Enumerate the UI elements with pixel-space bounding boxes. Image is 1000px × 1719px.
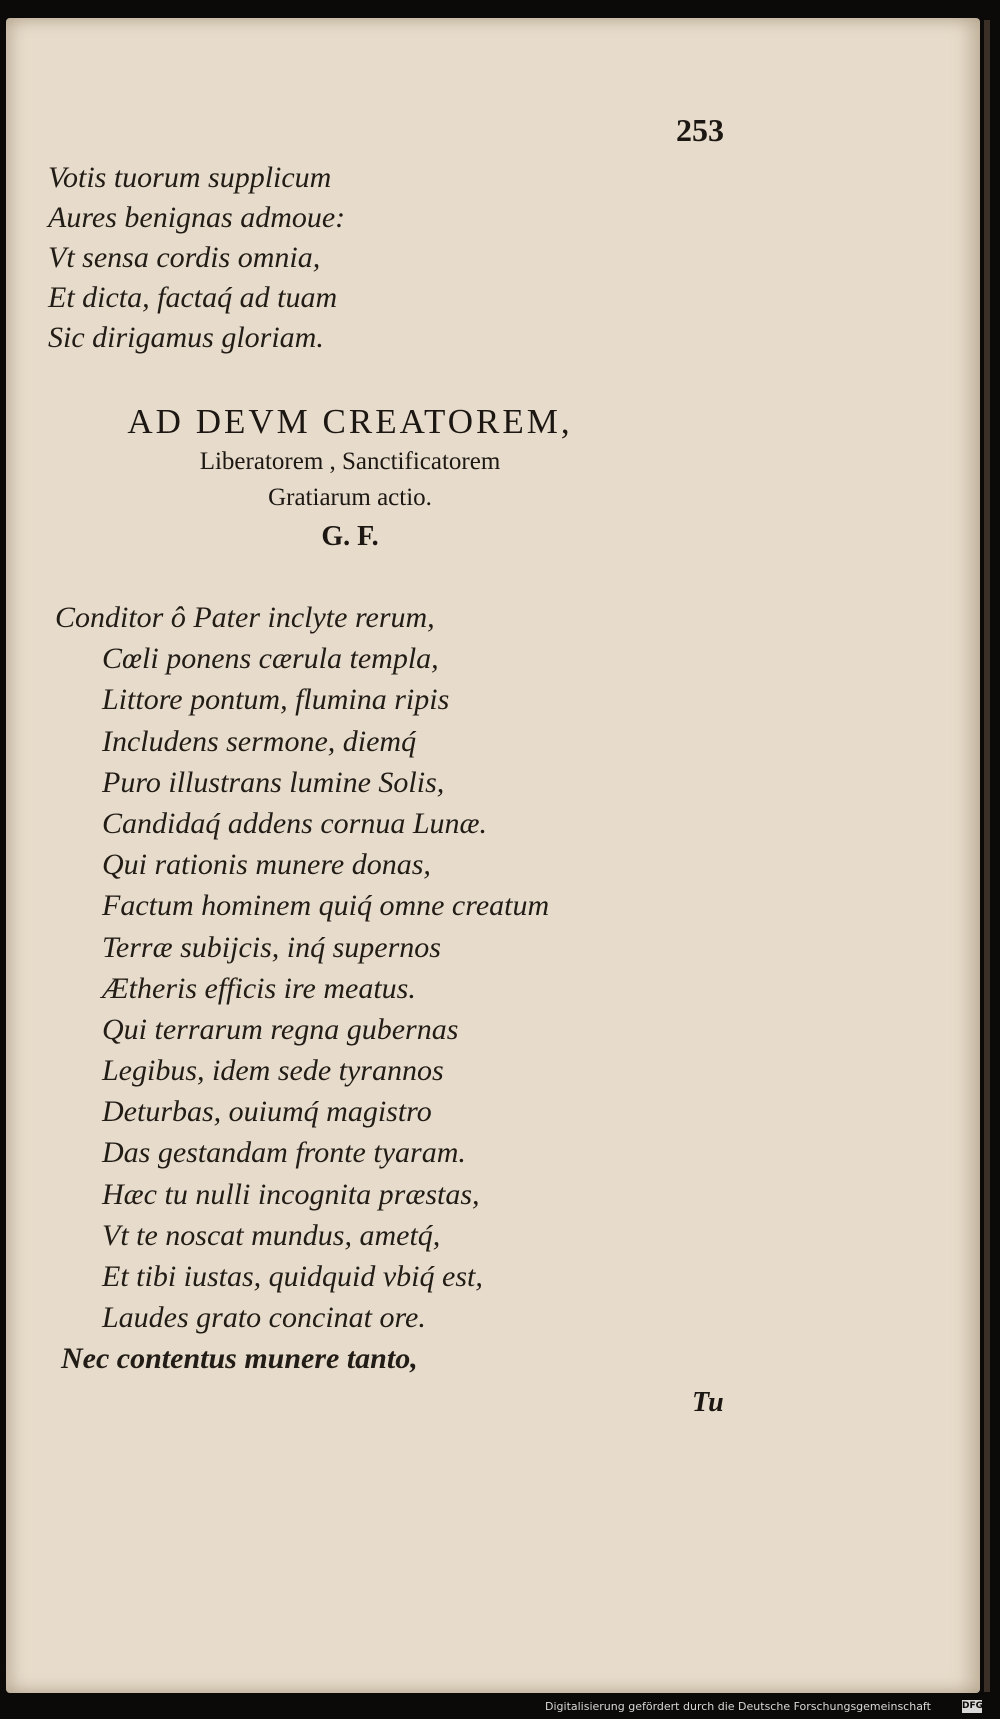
catchword: Tu: [692, 1387, 724, 1418]
verse-line: Candidaq́ addens cornua Lunæ.: [102, 806, 488, 840]
heading-subtitle-2: Gratiarum actio.: [268, 484, 432, 511]
verse-line: Aures benignas admoue:: [48, 201, 346, 234]
verse-line: Vt te noscat mundus, ametq́,: [102, 1218, 441, 1252]
verse-line: Puro illustrans lumine Solis,: [102, 765, 445, 799]
verse-line: Factum hominem quiq́ omne creatum: [102, 889, 550, 923]
verse-line: Qui terrarum regna gubernas: [102, 1012, 459, 1046]
author-initials: G. F.: [321, 521, 379, 552]
heading-title: AD DEVM CREATOREM,: [127, 402, 573, 441]
verse-line: Vt sensa cordis omnia,: [48, 241, 321, 274]
verse-line: Et tibi iustas, quidquid vbiq́ est,: [102, 1260, 483, 1293]
verse-line: Legibus, idem sede tyrannos: [102, 1054, 444, 1088]
verse-line: Laudes grato concinat ore.: [102, 1301, 426, 1335]
footer-credit: Digitalisierung gefördert durch die Deutsche Forschungsgemeinschaft: [545, 1700, 931, 1713]
verse-line: Littore pontum, flumina ripis: [102, 683, 450, 717]
verse-block-top: [48, 158, 345, 358]
verse-line: Ætheris efficis ire meatus.: [102, 971, 416, 1005]
verse-line: Includens sermone, diemq́: [102, 724, 417, 758]
heading-subtitle-1: Liberatorem , Sanctificatorem: [199, 448, 501, 475]
verse-line: Cœli ponens cærula templa,: [102, 642, 439, 676]
page-edge: [984, 20, 990, 1692]
dfg-logo: DFG: [962, 1701, 984, 1711]
verse-block-main: [55, 597, 549, 1380]
verse-line: Das gestandam fronte tyaram.: [102, 1136, 466, 1170]
verse-line: Hæc tu nulli incognita præstas,: [102, 1177, 480, 1211]
page-number: 253: [676, 112, 724, 148]
verse-line: Deturbas, ouiumq́ magistro: [102, 1095, 432, 1129]
verse-line: Qui rationis munere donas,: [102, 848, 431, 882]
verse-line: Terræ subijcis, inq́ supernos: [102, 930, 441, 964]
verse-line: Conditor ô Pater inclyte rerum,: [55, 601, 435, 634]
verse-line: Nec contentus munere tanto,: [61, 1342, 418, 1376]
verse-line: Votis tuorum supplicum: [48, 161, 332, 194]
verse-line: Sic dirigamus gloriam.: [48, 321, 324, 354]
section-heading: [70, 400, 630, 558]
verse-line: Et dicta, factaq́ ad tuam: [48, 281, 338, 314]
